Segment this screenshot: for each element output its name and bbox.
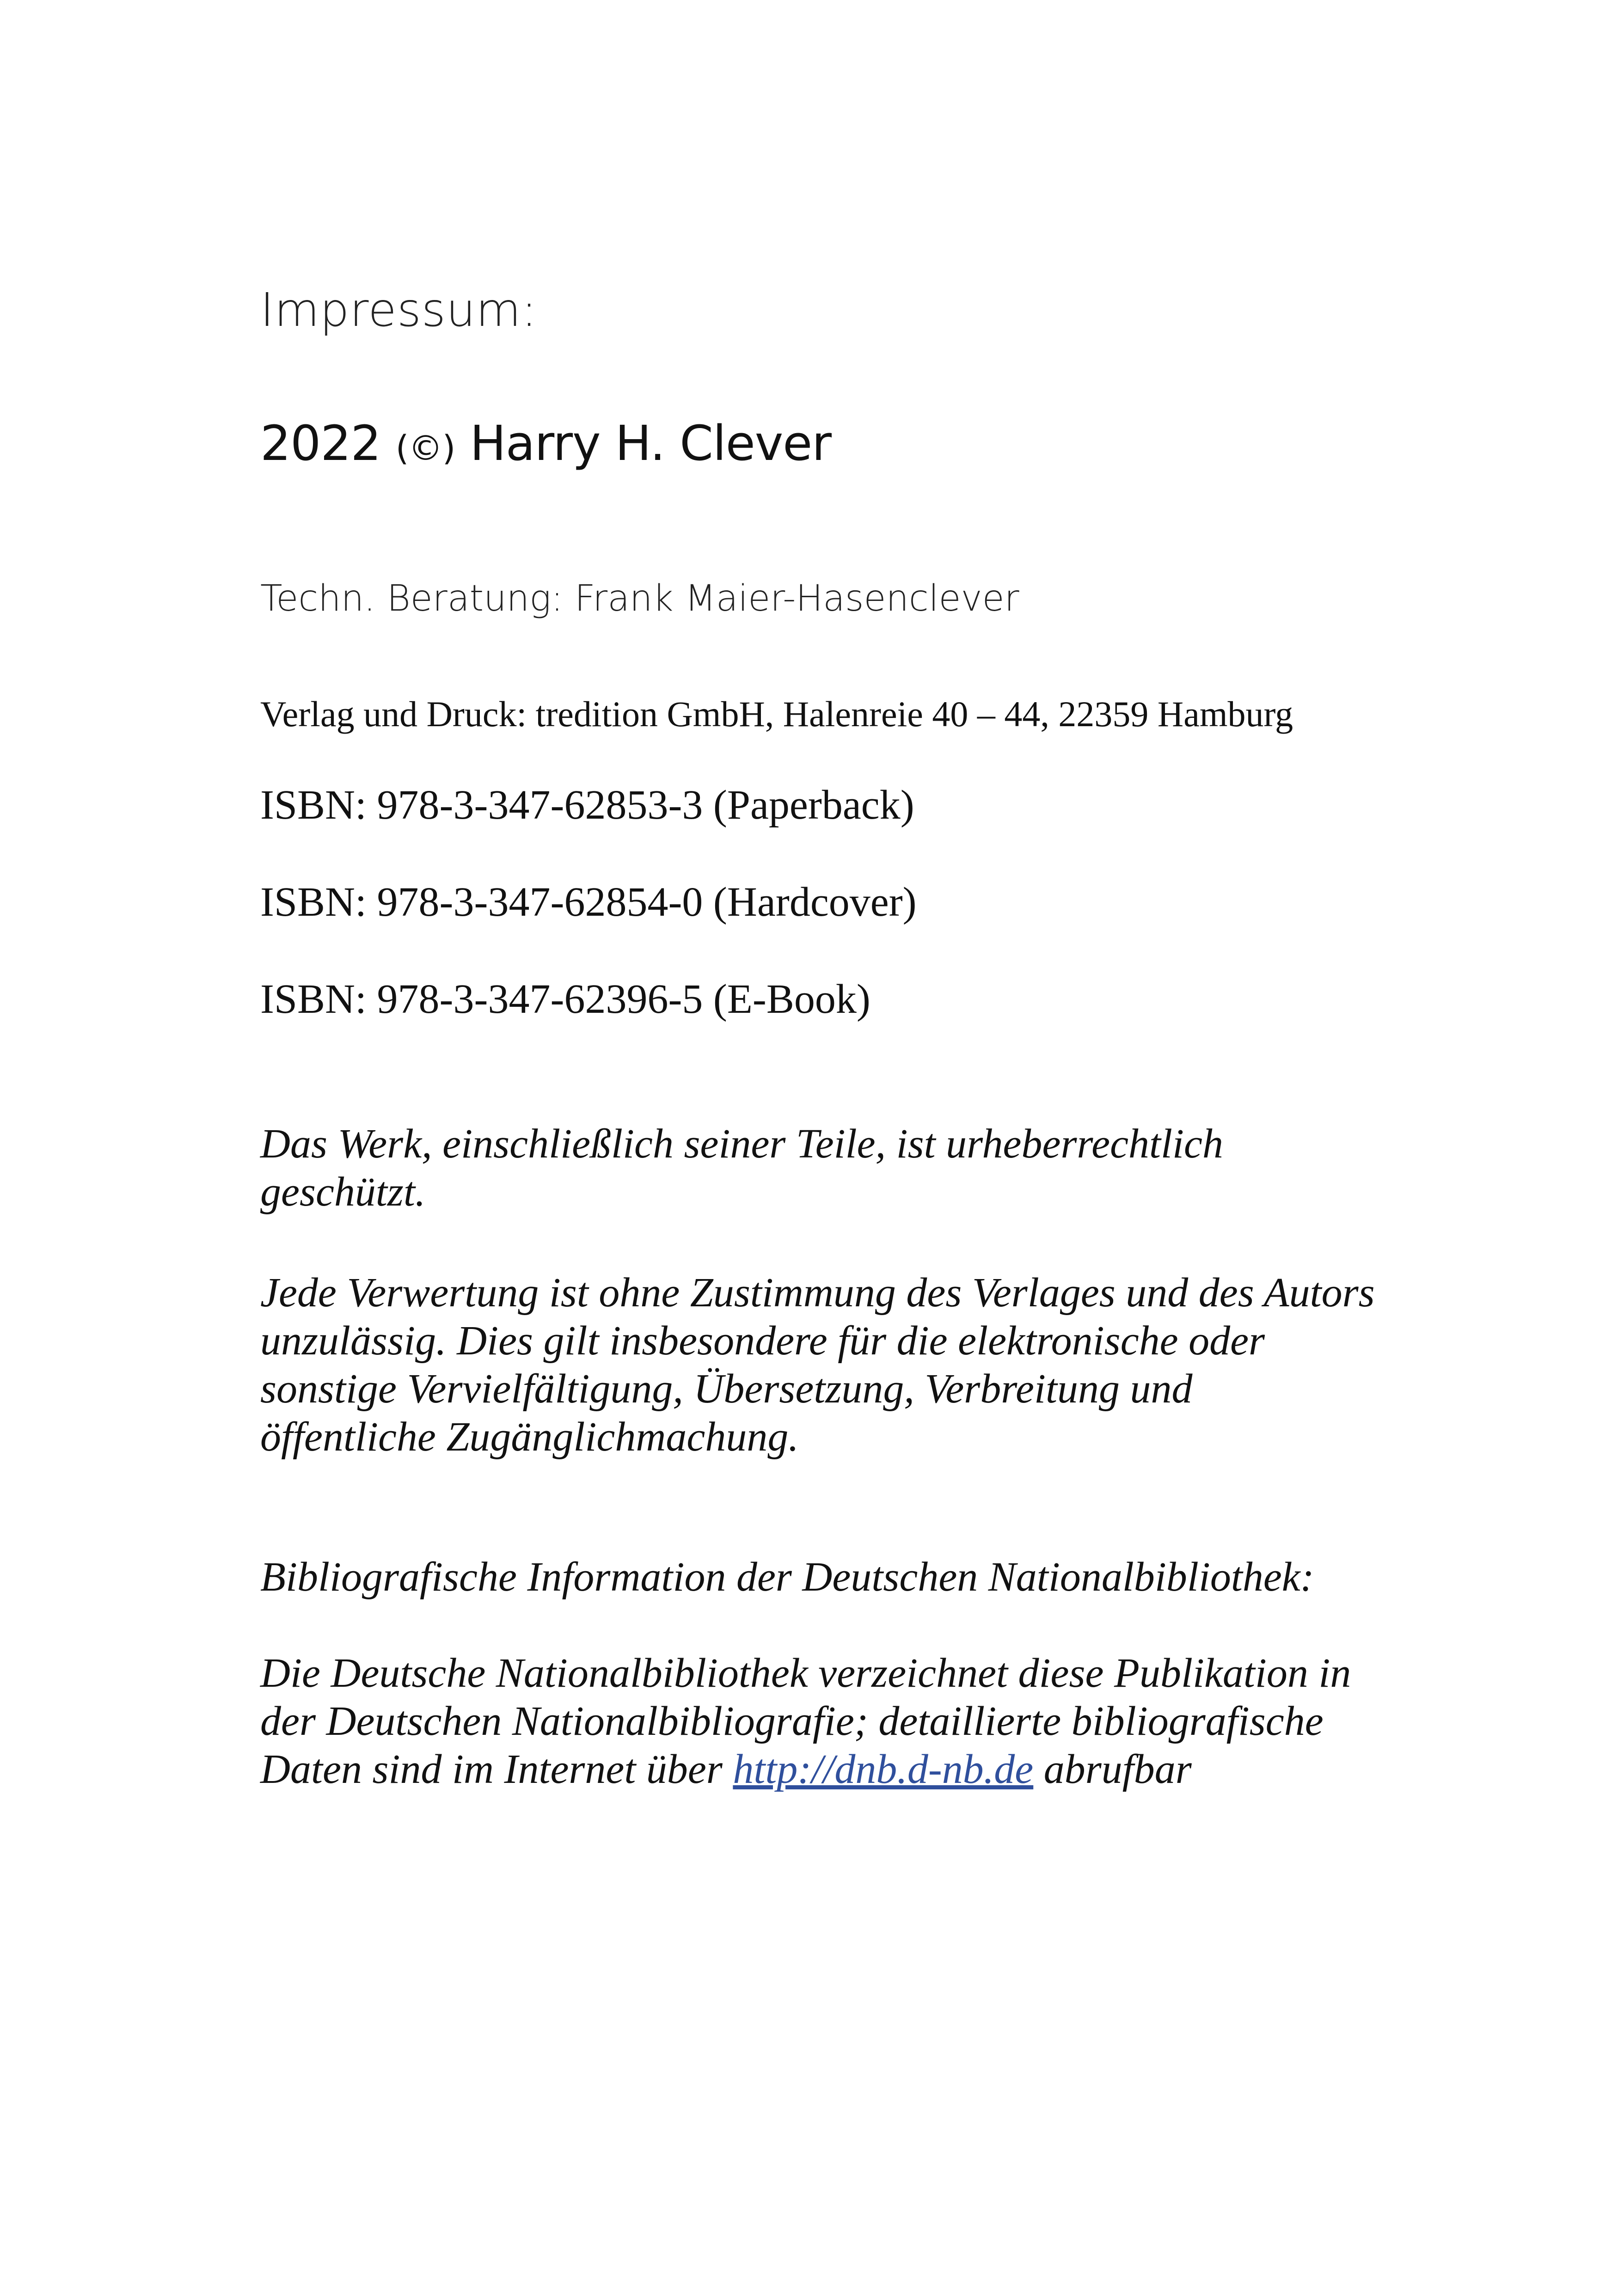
publisher-line: Verlag und Druck: tredition GmbH, Halenreie 40 – 44, 22359 Hamburg	[260, 694, 1293, 734]
bibliographic-heading: Bibliografische Information der Deutschen Nationalbibliothek:	[260, 1554, 1314, 1600]
bibliographic-text-line-with-link	[260, 1745, 1439, 1794]
dnb-link[interactable]: http://dnb.d-nb.de	[733, 1746, 1034, 1792]
copyright-line	[260, 415, 831, 471]
usage-notice-line: unzulässig. Dies gilt insbesondere für die elektronische oder	[260, 1318, 1265, 1364]
bibliographic-text	[260, 1649, 1439, 1794]
copyright-notice	[260, 1120, 1439, 1216]
isbn-ebook: ISBN: 978-3-347-62396-5 (E-Book)	[260, 976, 870, 1022]
usage-notice	[260, 1269, 1439, 1461]
isbn-paperback: ISBN: 978-3-347-62853-3 (Paperback)	[260, 782, 914, 828]
copyright-notice-line: Das Werk, einschließlich seiner Teile, ist urheberrechtlich	[260, 1121, 1224, 1167]
bibliographic-text-line: Die Deutsche Nationalbibliothek verzeichnet diese Publikation in	[260, 1650, 1351, 1696]
bibliographic-text-before-link: Daten sind im Internet über	[260, 1746, 733, 1792]
bibliographic-text-after-link: abrufbar	[1033, 1746, 1192, 1792]
author-name: Harry H. Clever	[470, 415, 832, 471]
isbn-hardcover: ISBN: 978-3-347-62854-0 (Hardcover)	[260, 879, 917, 925]
usage-notice-line: sonstige Vervielfältigung, Übersetzung, Verbreitung und	[260, 1366, 1193, 1412]
usage-notice-line: öffentliche Zugänglichmachung.	[260, 1414, 799, 1460]
copyright-notice-line: geschützt.	[260, 1169, 426, 1215]
copyright-symbol: (©)	[395, 429, 455, 468]
impressum-heading: Impressum:	[260, 283, 538, 337]
copyright-year: 2022	[260, 415, 381, 471]
technical-consulting-line: Techn. Beratung: Frank Maier-Hasenclever	[260, 578, 1019, 619]
bibliographic-text-line: der Deutschen Nationalbibliografie; detaillierte bibliografische	[260, 1698, 1324, 1744]
usage-notice-line: Jede Verwertung ist ohne Zustimmung des Verlages und des Autors	[260, 1270, 1375, 1316]
